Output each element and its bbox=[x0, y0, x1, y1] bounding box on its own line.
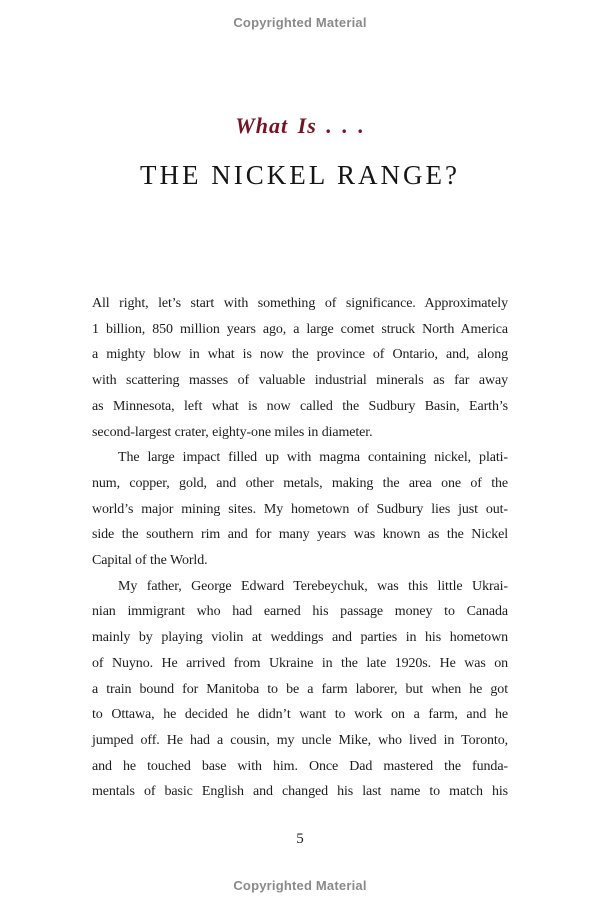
body-line: a mighty blow in what is now the province of Ontario, and, along bbox=[92, 347, 508, 363]
body-line: a train bound for Manitoba to be a farm laborer, but when he got bbox=[92, 681, 508, 697]
copyright-notice-top: Copyrighted Material bbox=[233, 15, 367, 30]
page-number: 5 bbox=[296, 831, 304, 847]
body-line: as Minnesota, left what is now called the Sudbury Basin, Earth’s bbox=[92, 398, 508, 414]
body-line: 1 billion, 850 million years ago, a large comet struck North America bbox=[92, 321, 508, 337]
body-line: second-largest crater, eighty-one miles in diameter. bbox=[92, 424, 373, 440]
body-text bbox=[92, 291, 508, 805]
body-line: jumped off. He had a cousin, my uncle Mike, who lived in Toronto, bbox=[92, 732, 508, 748]
body-line: side the southern rim and for many years was known as the Nickel bbox=[92, 527, 508, 543]
body-line: Capital of the World. bbox=[92, 553, 208, 569]
chapter-kicker: What Is . . . bbox=[235, 113, 365, 138]
paragraph bbox=[92, 291, 508, 445]
body-line: nian immigrant who had earned his passage money to Canada bbox=[92, 604, 508, 620]
paragraph bbox=[92, 445, 508, 574]
body-line: num, copper, gold, and other metals, making the area one of the bbox=[92, 475, 508, 491]
body-line: My father, George Edward Terebeychuk, was this little Ukrai- bbox=[118, 578, 508, 594]
paragraph bbox=[92, 574, 508, 805]
body-line: mainly by playing violin at weddings and parties in his hometown bbox=[92, 630, 508, 646]
chapter-title: THE NICKEL RANGE? bbox=[140, 160, 460, 190]
body-line: All right, let’s start with something of significance. Approximately bbox=[92, 296, 508, 311]
body-line: to Ottawa, he decided he didn’t want to work on a farm, and he bbox=[92, 707, 508, 723]
body-line: mentals of basic English and changed his last name to match his bbox=[92, 784, 508, 800]
body-line: world’s major mining sites. My hometown of Sudbury lies just out- bbox=[92, 501, 508, 517]
body-line: of Nuyno. He arrived from Ukraine in the late 1920s. He was on bbox=[92, 655, 508, 671]
copyright-notice-bottom: Copyrighted Material bbox=[233, 878, 367, 893]
body-line: with scattering masses of valuable industrial minerals as far away bbox=[92, 373, 508, 389]
body-line: and he touched base with him. Once Dad mastered the funda- bbox=[92, 758, 508, 774]
body-line: The large impact filled up with magma containing nickel, plati- bbox=[118, 450, 508, 466]
